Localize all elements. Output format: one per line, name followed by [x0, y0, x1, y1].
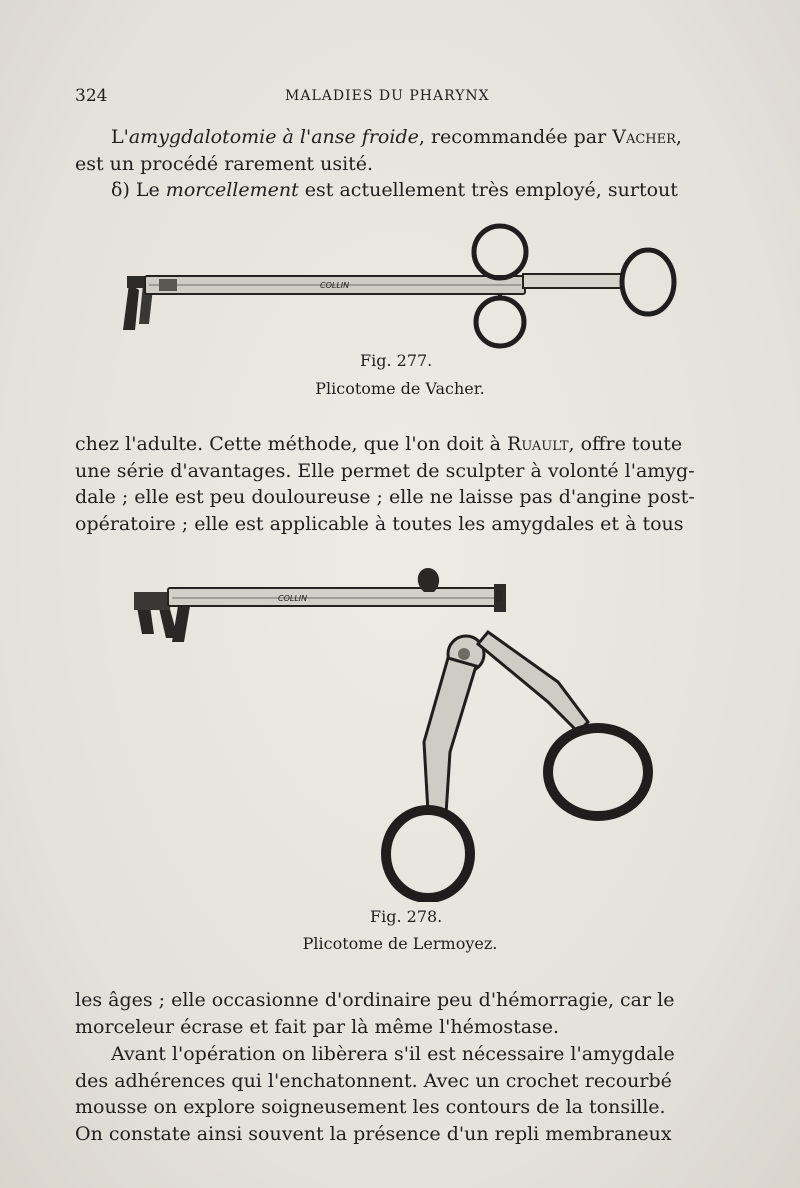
page-header [75, 86, 730, 110]
figure-278-caption: Plicotome de Lermoyez. [302, 934, 498, 953]
paragraph-avant-operation [75, 1041, 730, 1147]
text-line: des adhérences qui l'enchatonnent. Avec un crochet recourbé [75, 1069, 672, 1092]
text-line: les âges ; elle occasionne d'ordinaire peu d'hémorragie, car le [75, 989, 675, 1011]
figure-278-label: Fig. 278. [370, 907, 443, 926]
figure-277-caption: Plicotome de Vacher. [315, 379, 485, 398]
text-line: Avant l'opération on libèrera s'il est nécessaire l'amygdale [111, 1043, 675, 1065]
text-line: δ) Le morcellement est actuellement très employé, surtout [111, 179, 678, 201]
text-line: chez l'adulte. Cette méthode, que l'on doit à Ruault, offre toute [75, 433, 683, 455]
text-line: mousse on explore soigneusement les contours de la tonsille. [75, 1096, 666, 1118]
figure-277-label: Fig. 277. [360, 351, 433, 370]
plicotome-lermoyez-illustration [128, 562, 688, 902]
running-title: MALADIES DU PHARYNX [285, 88, 490, 104]
engraving-mark: COLLIN [320, 281, 350, 290]
plicotome-vacher-illustration [115, 212, 715, 362]
text-line: opératoire ; elle est applicable à toutes les amygdales et à tous [75, 512, 684, 535]
text-line: morceleur écrase et fait par là même l'hémostase. [75, 1015, 560, 1038]
text-line: une série d'avantages. Elle permet de sculpter à volonté l'amyg- [75, 459, 695, 482]
text-line: dale ; elle est peu douloureuse ; elle ne laisse pas d'angine post- [75, 486, 695, 508]
text-line: est un procédé rarement usité. [75, 152, 374, 175]
paragraph-ages [75, 987, 730, 1040]
engraving-mark: COLLIN [278, 594, 308, 603]
paragraph-morcellement [75, 177, 730, 204]
page-number: 324 [75, 86, 108, 106]
paragraph-anse-froide [75, 124, 730, 177]
paragraph-methode-ruault [75, 431, 730, 537]
text-line: L'amygdalotomie à l'anse froide, recommandée par Vacher, [111, 126, 682, 148]
text-line: On constate ainsi souvent la présence d'un repli membraneux [75, 1122, 672, 1145]
